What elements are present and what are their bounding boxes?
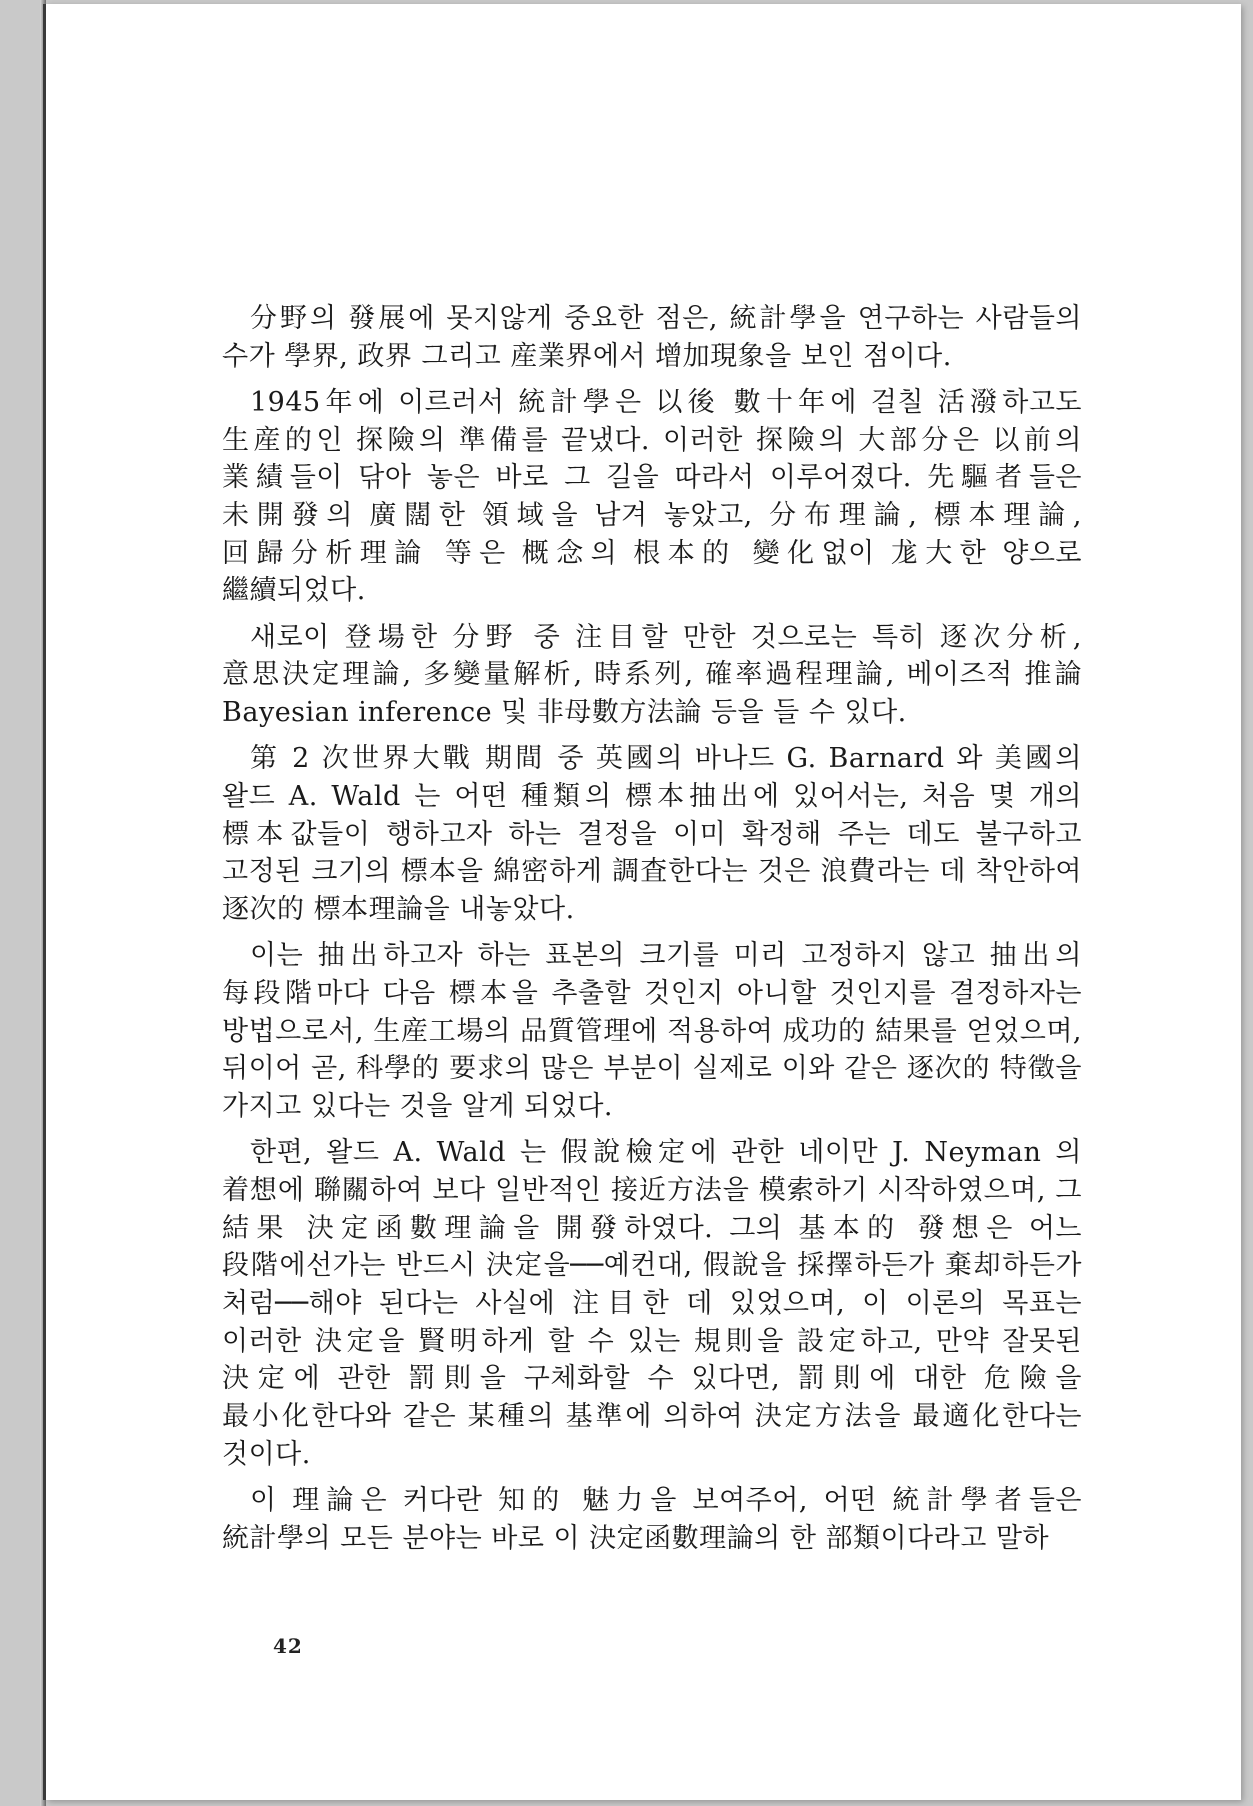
paragraph-1: 分野의 發展에 못지않게 중요한 점은, 統計學을 연구하는 사람들의 수가 學界, 政界 그리고 産業界에서 增加現象을 보인 점이다. bbox=[222, 303, 1082, 372]
paragraph-3: 새로이 登場한 分野 중 注目할 만한 것으로는 특히 逐次分析, 意思決定理論, 多變量解析, 時系列, 確率過程理論, 베이즈적 推論 Bayesian inference 및 非母數方法論 등을 들 수 있다. bbox=[222, 621, 1082, 729]
paragraph-6: 한편, 왈드 A. Wald 는 假說檢定에 관한 네이만 J. Neyman 의 着想에 聯關하여 보다 일반적인 接近方法을 模索하기 시작하였으며, 그 結果 決定函數理論을 開發하였다. 그의 基本的 發想은 어느 段階에선가는 반드시 決定을──예컨대, 假說을 採擇하든가 棄却하든가 처럼──해야 된다는 사실에 注目한 데 있었으며, 이 이론의 목표는 이러한 決定을 賢明하게 할 수 있는 規則을 設定하고, 만약 잘못된 決定에 관한 罰則을 구체화할 수 있다면, 罰則에 대한 危險을 最小化한다와 같은 某種의 基準에 의하여 決定方法을 最適化한다는 것이다. bbox=[222, 1137, 1082, 1470]
page-number: 42 bbox=[273, 1634, 303, 1658]
paragraph-4: 第 2 次世界大戰 期間 중 英國의 바나드 G. Barnard 와 美國의 왈드 A. Wald 는 어떤 種類의 標本抽出에 있어서는, 처음 몇 개의 標本값들이 행하고자 하는 결정을 이미 확정해 주는 데도 불구하고 고정된 크기의 標本을 綿密하게 調査한다는 것은 浪費라는 데 착안하여 逐次的 標本理論을 내놓았다. bbox=[222, 743, 1082, 926]
body-text bbox=[222, 300, 1082, 1566]
paragraph-5: 이는 抽出하고자 하는 표본의 크기를 미리 고정하지 않고 抽出의 每段階마다 다음 標本을 추출할 것인지 아니할 것인지를 결정하자는 방법으로서, 生産工場의 品質管理에 적용하여 成功的 結果를 얻었으며, 뒤이어 곧, 科學的 要求의 많은 부분이 실제로 이와 같은 逐次的 特徵을 가지고 있다는 것을 알게 되었다. bbox=[222, 940, 1082, 1123]
paragraph-2: 1945年에 이르러서 統計學은 以後 數十年에 걸칠 活潑하고도 生産的인 探險의 準備를 끝냈다. 이러한 探險의 大部分은 以前의 業績들이 닦아 놓은 바로 그 길을 따라서 이루어졌다. 先驅者들은 未開發의 廣闊한 領域을 남겨 놓았고, 分布理論, 標本理論, 回歸分析理論 等은 概念의 根本的 變化없이 尨大한 양으로 繼續되었다. bbox=[222, 386, 1082, 607]
paragraph-7: 이 理論은 커다란 知的 魅力을 보여주어, 어떤 統計學者들은 統計學의 모든 분야는 바로 이 決定函數理論의 한 部類이다라고 말하 bbox=[222, 1485, 1082, 1554]
